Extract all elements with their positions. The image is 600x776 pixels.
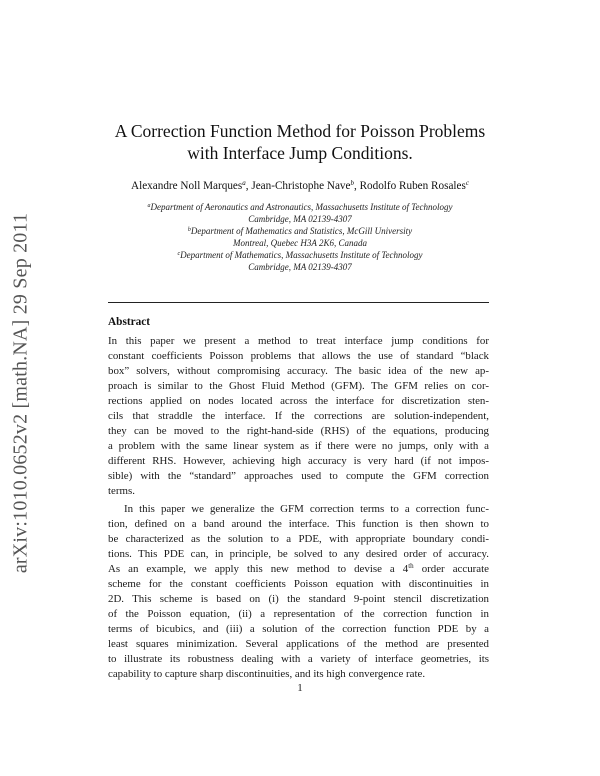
abstract-line: In this paper we present a method to treat interface jump conditions for <box>108 335 489 347</box>
author-name: Alexandre Noll Marques <box>131 180 243 192</box>
paper-title-line-1: A Correction Function Method for Poisson Problems <box>114 121 486 141</box>
abstract-line: constant coefficients Poisson problems that allows the use of standard “black <box>108 350 489 362</box>
affiliation-mark: c <box>177 251 181 257</box>
abstract-line: sible) with the “standard” approaches used to compute the GFM correction <box>108 470 489 482</box>
author-mark: a <box>242 179 246 187</box>
author-mark: b <box>350 179 354 187</box>
abstract-line: a problem with the same linear system as if there were no jumps, only with a <box>108 440 489 452</box>
top-rule <box>108 302 489 303</box>
order-superscript: th <box>408 562 414 570</box>
author-name: Jean-Christophe Nave <box>251 180 351 192</box>
abstract-line: of the Poisson equation, (ii) a representation of the correction function in <box>108 608 489 620</box>
author-separator: , <box>245 180 252 192</box>
author-separator: , <box>353 180 360 192</box>
arxiv-identifier: arXiv:1010.0652v2 [math.NA] 29 Sep 2011 <box>9 212 32 574</box>
abstract-line: box” solvers, without compromising accuracy. The basic idea of the new ap- <box>108 365 489 377</box>
abstract-line: scheme for the constant coefficients Poisson equation with discontinuities in <box>108 578 489 590</box>
abstract-line: 2D. This scheme is based on (i) the standard 9-point stencil discretization <box>108 593 489 605</box>
abstract-line <box>108 563 489 576</box>
affiliation-line: Cambridge, MA 02139-4307 <box>248 262 352 272</box>
affiliation-line: Department of Mathematics and Statistics, McGill University <box>190 226 413 236</box>
page-number: 1 <box>297 682 303 694</box>
abstract-line: capability to capture sharp discontinuities, and its high convergence rate. <box>108 668 426 680</box>
paper-title-line-2: with Interface Jump Conditions. <box>187 143 413 163</box>
affiliation-b <box>60 224 540 249</box>
abstract-line: different RHS. However, achieving high accuracy is very hard (if not impos- <box>108 455 489 467</box>
author-list <box>60 179 540 192</box>
abstract-heading: Abstract <box>108 316 151 328</box>
abstract-line: be characterized as the solution to a PDE, with appropriate boundary condi- <box>108 533 489 545</box>
affiliation-line: Department of Mathematics, Massachusetts Institute of Technology <box>180 250 423 260</box>
author-mark: c <box>465 179 469 187</box>
abstract-fragment: As an example, we apply this new method to devise a 4 <box>108 563 409 575</box>
affiliation-line: Department of Aeronautics and Astronautics, Massachusetts Institute of Technology <box>150 202 453 212</box>
abstract-line: to illustrate its robustness dealing with a variety of interface geometries, its <box>108 653 489 665</box>
abstract-line: least squares minimization. Several applications of the method are presented <box>108 638 489 650</box>
affiliation-c <box>60 248 540 273</box>
abstract-line: they can be moved to the right-hand-side (RHS) of the equations, producing <box>108 425 489 437</box>
abstract-line: terms. <box>108 485 135 497</box>
affiliation-line: Cambridge, MA 02139-4307 <box>248 214 352 224</box>
abstract-line: In this paper we generalize the GFM correction terms to a correction func- <box>124 503 489 515</box>
abstract-line: rections applied on nodes located across the interface for discretization sten- <box>108 395 489 407</box>
abstract-line: cils that straddle the interface. If the corrections are solution-independent, <box>108 410 489 422</box>
affiliation-mark: a <box>147 203 151 209</box>
abstract-line: proach is similar to the Ghost Fluid Method (GFM). The GFM relies on cor- <box>108 380 489 392</box>
affiliation-a <box>60 200 540 225</box>
affiliation-line: Montreal, Quebec H3A 2K6, Canada <box>233 238 367 248</box>
abstract-line: tions. This PDE can, in principle, be solved to any desired order of accuracy. <box>108 548 489 560</box>
abstract-line: terms of bicubics, and (iii) a solution of the correction function PDE by a <box>108 623 489 635</box>
abstract-fragment: order accurate <box>413 563 489 575</box>
affiliation-mark: b <box>187 227 191 233</box>
arxiv-stamp <box>6 204 36 582</box>
abstract-line: tion, defined on a band around the interface. This function is then shown to <box>108 518 489 530</box>
author-name: Rodolfo Ruben Rosales <box>359 180 466 192</box>
